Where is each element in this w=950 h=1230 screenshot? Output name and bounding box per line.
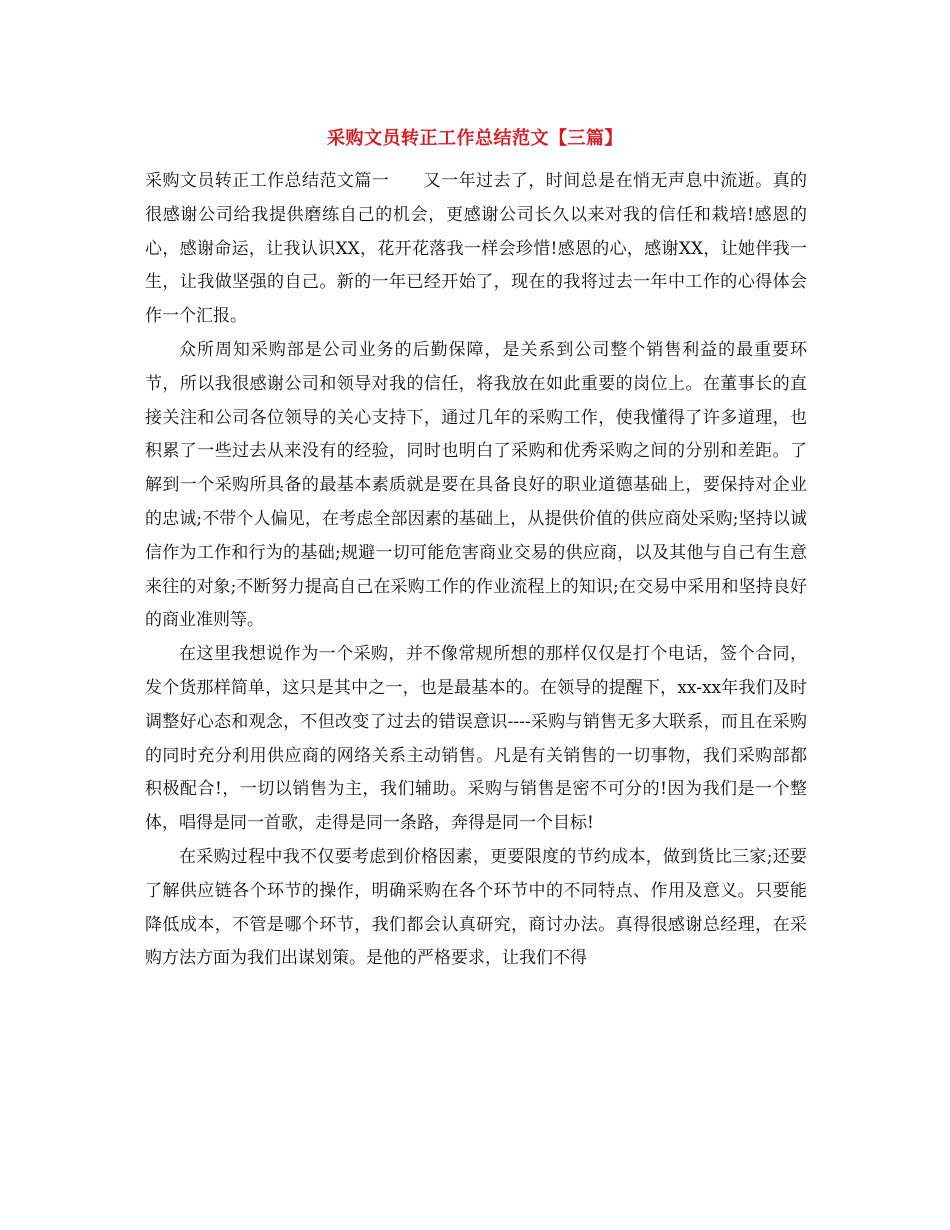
document-body: [145, 165, 807, 976]
section-heading: 采购文员转正工作总结范文篇一: [145, 171, 390, 191]
paragraph-intro: [145, 165, 807, 334]
document-title: 采购文员转正工作总结范文【三篇】: [327, 128, 623, 149]
paragraph-2: 众所周知采购部是公司业务的后勤保障，是关系到公司整个销售利益的最重要环节，所以我很感谢公司和领导对我的信任，将我放在如此重要的岗位上。在董事长的直接关注和公司各位领导的关心支持下，通过几年的采购工作，使我懂得了许多道理，也积累了一些过去从来没有的经验，同时也明白了采购和优秀采购之间的分别和差距。了解到一个采购所具备的最基本素质就是要在具备良好的职业道德基础上，要保持对企业的忠诚;不带个人偏见，在考虑全部因素的基础上，从提供价值的供应商处采购;坚持以诚信作为工作和行为的基础;规避一切可能危害商业交易的供应商，以及其他与自己有生意来往的对象;不断努力提高自己在采购工作的作业流程上的知识;在交易中采用和坚持良好的商业准则等。: [145, 339, 807, 631]
paragraph-3: 在这里我想说作为一个采购，并不像常规所想的那样仅仅是打个电话，签个合同，发个货那样简单，这只是其中之一，也是最基本的。在领导的提醒下，xx-xx年我们及时调整好心态和观念，不但改变了过去的错误意识----采购与销售无多大联系，而且在采购的同时充分利用供应商的网络关系主动销售。凡是有关销售的一切事物，我们采购部都积极配合!，一切以销售为主，我们辅助。采购与销售是密不可分的!因为我们是一个整体，唱得是同一首歌，走得是同一条路，奔得是同一个目标!: [145, 644, 807, 834]
paragraph-1-text: 又一年过去了，时间总是在悄无声息中流逝。真的很感谢公司给我提供磨练自己的机会，更感谢公司长久以来对我的信任和栽培!感恩的心，感谢命运，让我认识XX，花开花落我一样会珍惜!感恩的心，感谢XX，让她伴我一生，让我做坚强的自己。新的一年已经开始了，现在的我将过去一年中工作的心得体会作一个汇报。: [145, 171, 808, 327]
paragraph-4: 在采购过程中我不仅要考虑到价格因素，更要限度的节约成本，做到货比三家;还要了解供应链各个环节的操作，明确采购在各个环节中的不同特点、作用及意义。只要能降低成本，不管是哪个环节，我们都会认真研究，商讨办法。真得很感谢总经理，在采购方法方面为我们出谋划策。是他的严格要求，让我们不得: [145, 846, 807, 969]
